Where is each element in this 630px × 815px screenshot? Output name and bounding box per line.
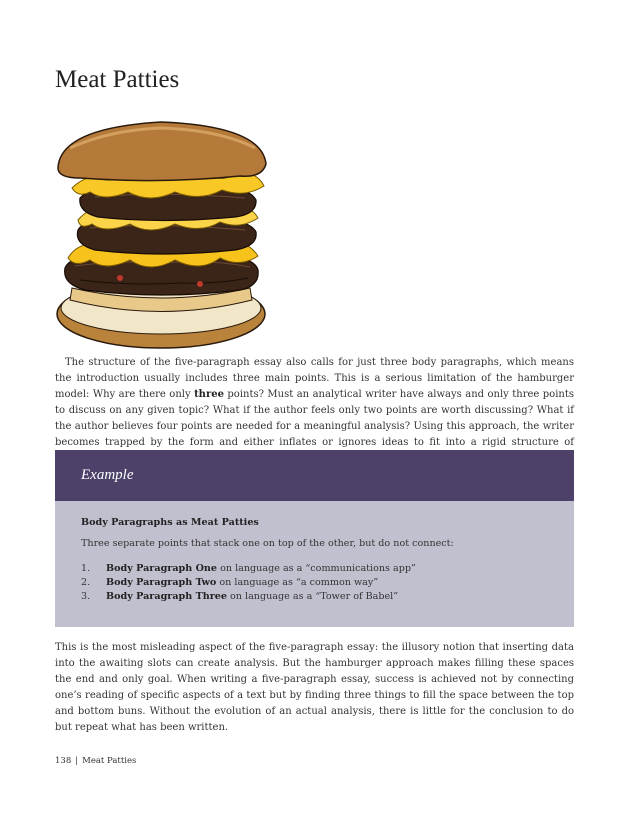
list-number: 3.: [81, 591, 91, 602]
footer-section-title: Meat Patties: [82, 756, 137, 766]
list-item-text: on language as “a common way”: [216, 577, 379, 588]
intro-bold-word: three: [194, 389, 224, 401]
list-item: [81, 562, 548, 576]
list-item-title: Body Paragraph Three: [106, 591, 227, 602]
list-item-text: on language as a “Tower of Babel”: [226, 591, 399, 602]
list-number: 1.: [81, 563, 91, 574]
hamburger-illustration: [50, 118, 272, 354]
list-item: [81, 590, 548, 604]
footer-separator: |: [75, 756, 79, 766]
example-label: Example: [55, 450, 574, 501]
page-footer: [55, 756, 136, 766]
page-number: 138: [55, 756, 72, 766]
list-number: 2.: [81, 577, 91, 588]
intro-text-end: points? Must an analytical writer have always and only three points to discuss on any given topic? What if the author feels only two points are worth discussing? What if the author believes four points are needed for a meaningful analysis? Using this approach, the writer becomes trapped by the form and either inflates or ignores ideas to fit into a rigid structure of: [55, 389, 574, 449]
page-title: Meat Patties: [55, 66, 180, 93]
list-item-title: Body Paragraph One: [106, 563, 218, 574]
closing-paragraph: This is the most misleading aspect of the five-paragraph essay: the illusory notion that inserting data into the awaiting slots can create analysis. But the hamburger approach makes filling these spaces the end and only goal. When writing a five-paragraph essay, success is achieved not by connecting one’s reading of specific aspects of a text but by finding three things to fill the space between the top and bottom buns. Without the evolution of an actual analysis, there is little for the conclusion to do but repeat what has been written.: [55, 642, 574, 734]
example-heading: Body Paragraphs as Meat Patties: [81, 517, 259, 528]
example-list: [81, 562, 548, 604]
intro-text-start: The structure of the five-paragraph essay also calls for just three body paragraphs, which means the introduction usually includes three main points. This is a serious limitation of the hamburger model: Why are there only: [55, 357, 574, 401]
example-description: Three separate points that stack one on top of the other, but do not connect:: [81, 538, 454, 549]
list-item-title: Body Paragraph Two: [106, 577, 217, 588]
list-item-text: on language as a “communications app”: [217, 563, 416, 574]
example-callout: [55, 450, 574, 627]
example-body: [55, 501, 574, 627]
list-item: [81, 576, 548, 590]
